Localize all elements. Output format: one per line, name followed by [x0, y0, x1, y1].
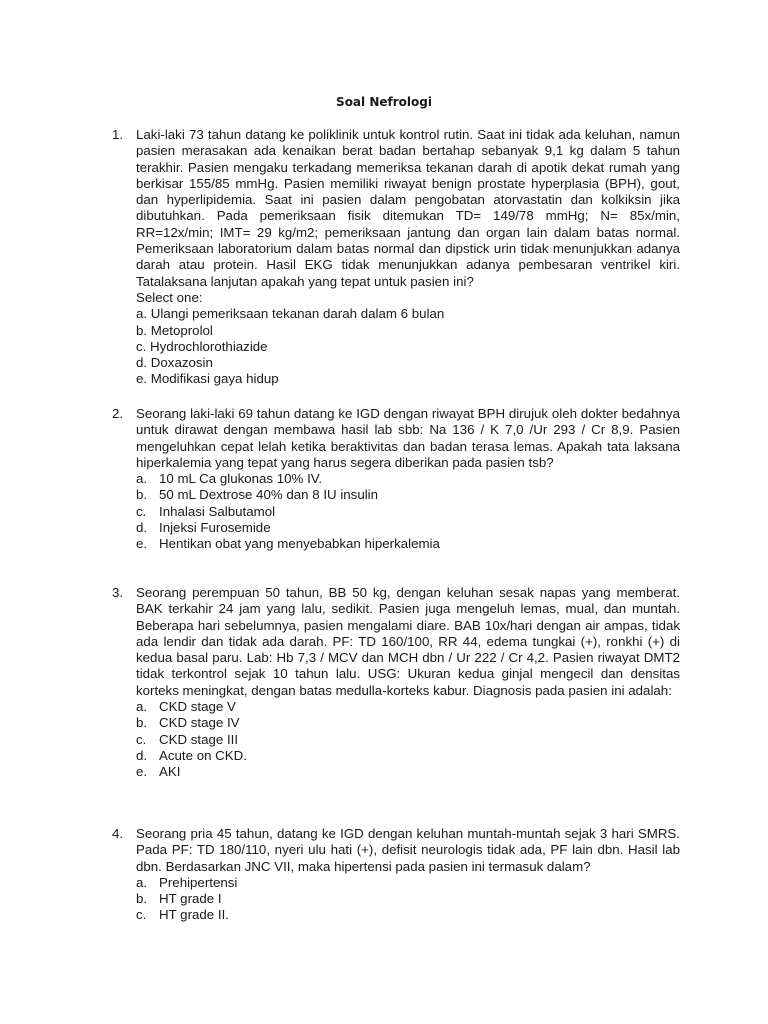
option-letter: e.	[136, 536, 148, 552]
question-text: Seorang perempuan 50 tahun, BB 50 kg, dengan keluhan sesak napas yang memberat. BAK terkahir 24 jam yang lalu, sedikit. Pasien juga mengeluh lemas, mual, dan muntah. Beberapa hari sebelumnya, pasien mengalami diare. BAB 10x/hari dengan air ampas, tidak ada lendir dan tidak ada darah. PF: TD 160/100, RR 44, edema tungkai (+), ronkhi (+) di kedua basal paru. Lab: Hb 7,3 / MCV dan MCH dbn / Ur 222 / Cr 4,2. Pasien riwayat DMT2 tidak terkontrol sejak 10 tahun lalu. USG: Ukuran kedua ginjal mengecil dan densitas korteks meningkat, dengan batas medulla-korteks kabur. Diagnosis pada pasien ini adalah:	[136, 585, 680, 698]
question-4	[114, 826, 680, 924]
option-letter: d.	[136, 747, 148, 763]
option-e	[136, 536, 680, 552]
question-number: 4.	[112, 826, 124, 841]
option-text: HT grade II.	[159, 907, 229, 923]
option-letter: b.	[136, 891, 148, 907]
option-letter: c.	[136, 503, 147, 519]
option-b	[136, 891, 680, 907]
option-text: Prehipertensi	[159, 874, 238, 890]
option-text: CKD stage V	[159, 699, 236, 715]
question-number: 2.	[112, 406, 124, 421]
option-letter: b.	[136, 322, 148, 338]
option-letter: c.	[136, 907, 147, 923]
question-2	[114, 406, 680, 553]
option-text: HT grade I	[159, 891, 222, 907]
option-text: AKI	[159, 764, 181, 780]
question-number: 1.	[112, 127, 124, 142]
option-text: Metoprolol	[150, 322, 213, 338]
option-c	[136, 339, 680, 355]
option-text: Inhalasi Salbutamol	[159, 503, 276, 519]
option-b	[136, 487, 680, 503]
options-list	[136, 699, 680, 780]
question-text: Seorang laki-laki 69 tahun datang ke IGD dengan riwayat BPH dirujuk oleh dokter bedahnya untuk dirawat dengan membawa hasil lab sbb: Na 136 / K 7,0 /Ur 293 / Cr 8,9. Pasien mengeluhkan cepat lelah ketika beraktivitas dan badan terasa lemas. Apakah tata laksana hiperkalemia yang tepat yang harus segera diberikan pada pasien tsb?	[136, 406, 680, 470]
option-a	[136, 699, 680, 715]
option-text: Ulangi pemeriksaan tekanan darah dalam 6 bulan	[150, 306, 445, 322]
option-c	[136, 732, 680, 748]
option-letter: a.	[136, 306, 148, 322]
option-c	[136, 907, 680, 923]
option-a	[136, 875, 680, 891]
option-text: 50 mL Dextrose 40% dan 8 IU insulin	[159, 487, 379, 503]
question-text: Seorang pria 45 tahun, datang ke IGD dengan keluhan muntah-muntah sejak 3 hari SMRS. Pada PF: TD 180/110, nyeri ulu hati (+), defisit neurologis tidak ada, PF lain dbn. Hasil lab dbn. Berdasarkan JNC VII, maka hipertensi pada pasien ini termasuk dalam?	[136, 826, 680, 874]
option-b	[136, 715, 680, 731]
option-letter: a.	[136, 471, 148, 487]
document-title: Soal Nefrologi	[336, 95, 432, 109]
option-text: Hentikan obat yang menyebabkan hiperkalemia	[159, 536, 440, 552]
question-1	[114, 127, 680, 388]
option-text: Injeksi Furosemide	[159, 520, 271, 536]
option-a	[136, 471, 680, 487]
option-letter: c.	[136, 731, 147, 747]
option-letter: a.	[136, 699, 148, 715]
option-b	[136, 323, 680, 339]
question-number: 3.	[112, 585, 124, 600]
option-text: CKD stage IV	[159, 715, 240, 731]
option-letter: b.	[136, 487, 148, 503]
option-text: Modifikasi gaya hidup	[150, 371, 279, 387]
option-d	[136, 520, 680, 536]
options-list	[136, 471, 680, 552]
option-letter: c.	[136, 338, 147, 354]
option-text: Hydrochlorothiazide	[150, 338, 268, 354]
option-letter: a.	[136, 874, 148, 890]
question-text: Laki-laki 73 tahun datang ke poliklinik untuk kontrol rutin. Saat ini tidak ada keluhan, namun pasien merasakan ada kenaikan berat badan bertahap sebanyak 9,1 kg dalam 5 tahun terakhir. Pasien mengaku terkadang memeriksa tekanan darah di apotik dekat rumah yang berkisar 155/85 mmHg. Pasien memiliki riwayat benign prostate hyperplasia (BPH), gout, dan hyperlipidemia. Saat ini pasien dalam pengobatan atorvastatin dan kolkiksin jika dibutuhkan. Pada pemeriksaan fisik ditemukan TD= 149/78 mmHg; N= 85x/min, RR=12x/min; IMT= 29 kg/m2; pemeriksaan jantung dan organ lain dalam batas normal. Pemeriksaan laboratorium dalam batas normal dan dipstick urin tidak menunjukkan adanya darah atau protein. Hasil EKG tidak menunjukkan adanya pembesaran ventrikel kiri. Tatalaksana lanjutan apakah yang tepat untuk pasien ini?	[136, 127, 680, 289]
option-text: Doxazosin	[150, 355, 213, 371]
option-letter: b.	[136, 715, 148, 731]
option-letter: d.	[136, 520, 148, 536]
question-3	[114, 585, 680, 781]
option-e	[136, 371, 680, 387]
option-text: 10 mL Ca glukonas 10% IV.	[159, 471, 323, 487]
option-text: CKD stage III	[159, 731, 239, 747]
option-c	[136, 504, 680, 520]
option-e	[136, 764, 680, 780]
options-list	[136, 875, 680, 924]
option-a	[136, 306, 680, 322]
option-d	[136, 748, 680, 764]
option-letter: e.	[136, 371, 148, 387]
select-one-label: Select one:	[136, 289, 203, 305]
options-list	[136, 306, 680, 387]
option-letter: d.	[136, 355, 148, 371]
option-d	[136, 355, 680, 371]
option-text: Acute on CKD.	[159, 747, 247, 763]
option-letter: e.	[136, 764, 148, 780]
